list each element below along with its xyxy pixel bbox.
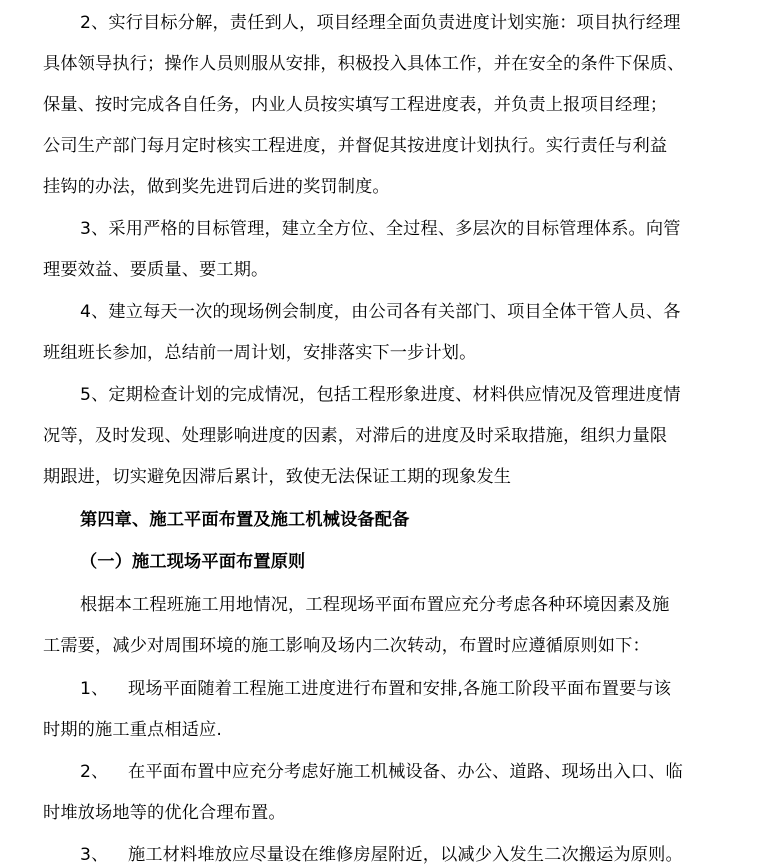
paragraph-2-line-5: 挂钩的办法，做到奖先进罚后进的奖罚制度。 — [43, 177, 390, 197]
principle-2-line-1 — [80, 760, 683, 784]
paragraph-5-line-3: 期跟进，切实避免因滞后累计，致使无法保证工期的现象发生 — [43, 467, 512, 487]
principle-3-number: 3、 — [80, 845, 109, 865]
paragraph-5-line-1: 5、定期检查计划的完成情况，包括工程形象进度、材料供应情况及管理进度情 — [80, 385, 681, 405]
section-title: （一）施工现场平面布置原则 — [80, 552, 306, 572]
paragraph-5-line-2: 况等，及时发现、处理影响进度的因素，对滞后的进度及时采取措施，组织力量限 — [43, 426, 668, 446]
intro-line-1: 根据本工程班施工用地情况，工程现场平面布置应充分考虑各种环境因素及施 — [80, 595, 670, 615]
principle-1-line-1 — [80, 677, 671, 701]
principle-1-line-2: 时期的施工重点相适应. — [43, 720, 222, 740]
paragraph-3-line-2: 理要效益、要质量、要工期。 — [43, 260, 269, 280]
paragraph-3-line-1: 3、采用严格的目标管理，建立全方位、全过程、多层次的目标管理体系。向管 — [80, 219, 681, 239]
paragraph-2-line-2: 具体领导执行；操作人员则服从安排，积极投入具体工作，并在安全的条件下保质、 — [43, 54, 685, 74]
principle-2-number: 2、 — [80, 762, 109, 782]
chapter-title: 第四章、施工平面布置及施工机械设备配备 — [80, 510, 410, 530]
principle-1-number: 1、 — [80, 679, 109, 699]
intro-line-2: 工需要，减少对周围环境的施工影响及场内二次转动，布置时应遵循原则如下： — [43, 636, 650, 656]
paragraph-2-line-3: 保量、按时完成各自任务，内业人员按实填写工程进度表，并负责上报项目经理； — [43, 95, 668, 115]
principle-3-line-1 — [80, 843, 683, 867]
principle-2-line-2: 时堆放场地等的优化合理布置。 — [43, 803, 286, 823]
paragraph-4-line-2: 班组班长参加，总结前一周计划，安排落实下一步计划。 — [43, 343, 477, 363]
paragraph-2-line-1: 2、实行目标分解，责任到人，项目经理全面负责进度计划实施：项目执行经理 — [80, 13, 681, 33]
principle-1-text: 现场平面随着工程施工进度进行布置和安排,各施工阶段平面布置要与该 — [128, 679, 672, 699]
paragraph-2-line-4: 公司生产部门每月定时核实工程进度，并督促其按进度计划执行。实行责任与利益 — [43, 136, 668, 156]
principle-3-text: 施工材料堆放应尽量设在维修房屋附近，以减少入发生二次搬运为原则。 — [128, 845, 683, 865]
paragraph-4-line-1: 4、建立每天一次的现场例会制度，由公司各有关部门、项目全体干管人员、各 — [80, 302, 681, 322]
principle-2-text: 在平面布置中应充分考虑好施工机械设备、办公、道路、现场出入口、临 — [128, 762, 683, 782]
